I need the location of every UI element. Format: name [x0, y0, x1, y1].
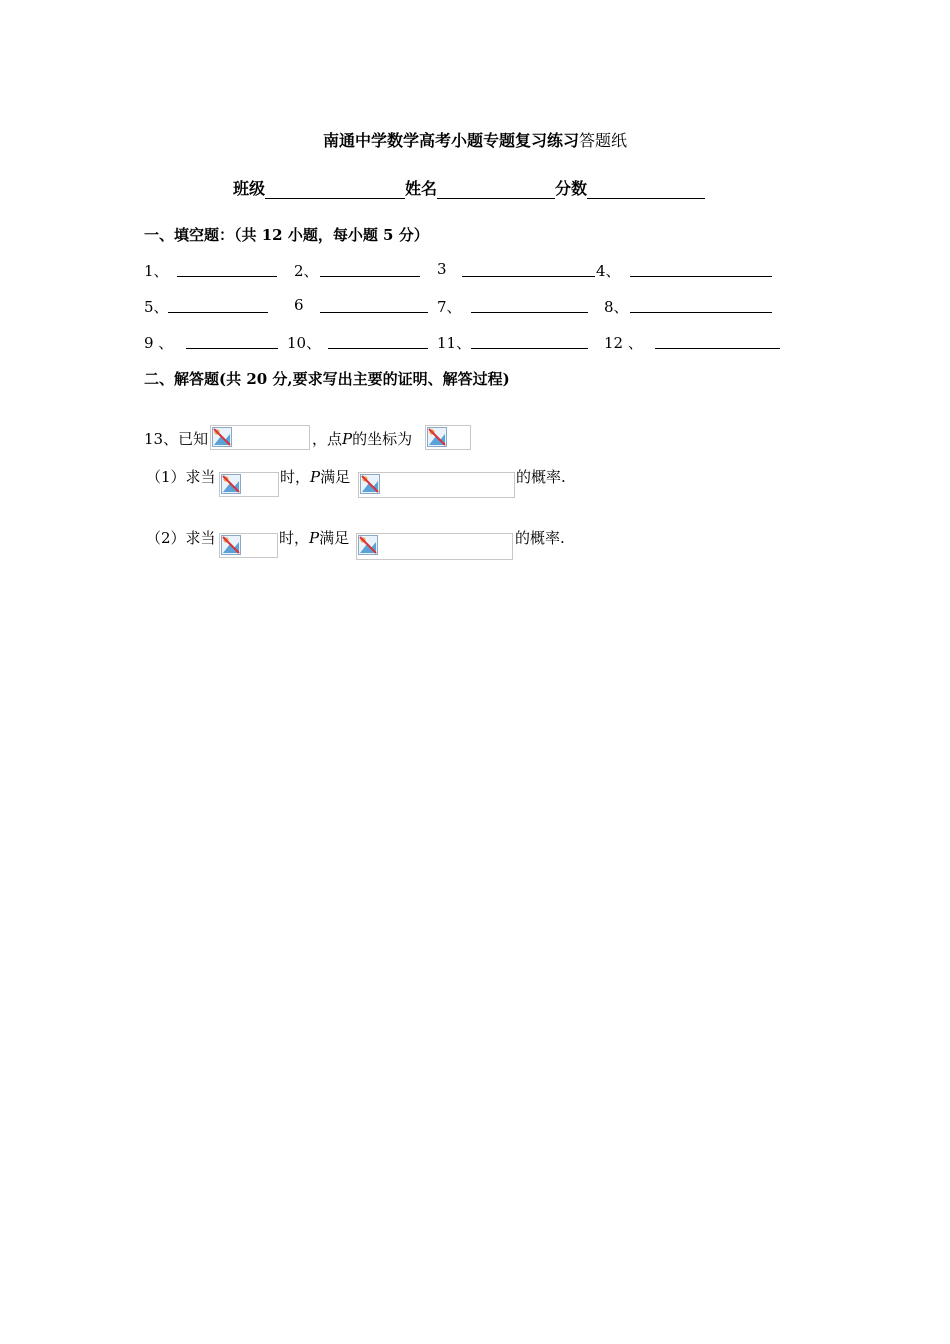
- formula-image-4: [358, 472, 515, 498]
- sub-question-2-suffix: 的概率.: [515, 529, 565, 547]
- page-title: [0, 128, 950, 151]
- sub-question-1-prefix: （1）求当: [146, 468, 216, 486]
- answer-label-5: 5、: [144, 298, 169, 316]
- formula-image-6: [356, 533, 513, 560]
- name-field[interactable]: [437, 182, 555, 199]
- answer-blank-7[interactable]: [471, 312, 588, 313]
- sub-question-2-prefix: （2）求当: [146, 529, 216, 547]
- answer-label-3: 3: [437, 260, 447, 278]
- score-label: 分数: [555, 179, 588, 198]
- answer-blank-12[interactable]: [655, 348, 780, 349]
- answer-label-2: 2、: [294, 262, 319, 280]
- broken-image-icon: [212, 427, 232, 447]
- answer-blank-1[interactable]: [177, 276, 277, 277]
- sub-question-1-suffix: 的概率.: [516, 468, 566, 486]
- broken-image-icon: [360, 474, 380, 494]
- formula-image-2: [425, 425, 471, 450]
- section-solution-heading: 二、解答题(共 20 分,要求写出主要的证明、解答过程): [144, 370, 510, 388]
- answer-label-4: 4、: [596, 262, 621, 280]
- problem-13-text-point: ，点P的坐标为: [312, 430, 413, 448]
- formula-image-3: [219, 472, 279, 497]
- answer-label-8: 8、: [604, 298, 629, 316]
- answer-blank-10[interactable]: [328, 348, 428, 349]
- answer-blank-6[interactable]: [320, 312, 428, 313]
- sub-question-1-mid: 时，P满足: [280, 468, 351, 486]
- answer-label-6: 6: [294, 296, 304, 314]
- title-suffix: 答题纸: [579, 131, 628, 150]
- answer-blank-11[interactable]: [471, 348, 588, 349]
- student-info-row: [233, 176, 705, 199]
- answer-blank-4[interactable]: [630, 276, 772, 277]
- answer-label-11: 11、: [437, 334, 472, 352]
- answer-blank-5[interactable]: [168, 312, 268, 313]
- title-main: 南通中学数学高考小题专题复习练习: [322, 131, 579, 150]
- broken-image-icon: [358, 535, 378, 555]
- answer-label-12: 12 、: [604, 334, 643, 352]
- formula-image-1: [210, 425, 310, 450]
- broken-image-icon: [221, 474, 241, 494]
- class-label: 班级: [233, 179, 266, 198]
- answer-label-10: 10、: [287, 334, 322, 352]
- answer-label-7: 7、: [437, 298, 462, 316]
- sub-question-2-mid: 时，P满足: [279, 529, 350, 547]
- problem-13-number: 13、已知: [144, 430, 209, 448]
- answer-blank-2[interactable]: [320, 276, 420, 277]
- class-field[interactable]: [265, 182, 405, 199]
- var-p: P: [342, 430, 353, 448]
- answer-blank-8[interactable]: [630, 312, 772, 313]
- answer-blank-3[interactable]: [462, 276, 595, 277]
- answer-blank-9[interactable]: [186, 348, 278, 349]
- broken-image-icon: [221, 535, 241, 555]
- answer-label-9: 9 、: [144, 334, 174, 352]
- name-label: 姓名: [405, 179, 438, 198]
- broken-image-icon: [427, 427, 447, 447]
- formula-image-5: [219, 533, 278, 558]
- score-field[interactable]: [587, 182, 705, 199]
- answer-label-1: 1、: [144, 262, 169, 280]
- section-fill-in-heading: 一、填空题：（共 12 小题，每小题 5 分）: [144, 226, 429, 244]
